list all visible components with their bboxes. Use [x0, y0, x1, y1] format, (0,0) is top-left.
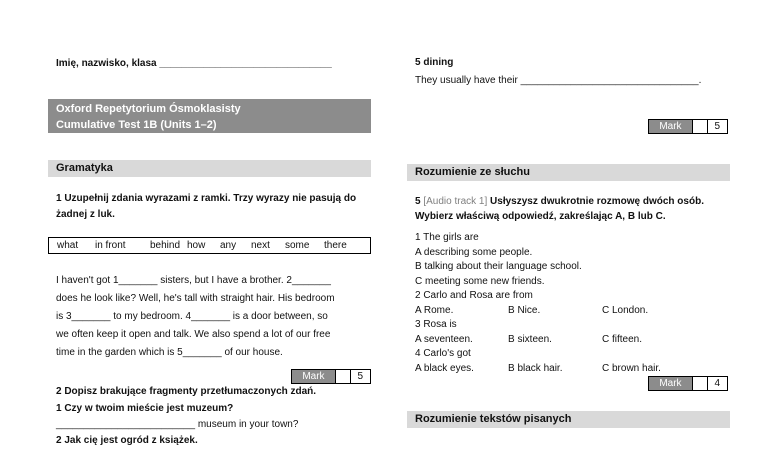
mark-score-field[interactable] [335, 370, 350, 383]
option-1c[interactable]: C meeting some new friends. [415, 275, 545, 287]
question-1: 1 The girls are [415, 232, 479, 243]
task1-instruction-line-2: żadnej z luk. [56, 209, 115, 220]
mark-label: Mark [292, 370, 335, 383]
mark-label: Mark [649, 377, 692, 390]
word-box-item: in front [95, 240, 126, 251]
task2-question-1-text: 1 Czy w twoim mieście jest muzeum? [56, 403, 234, 414]
mark-score-field[interactable] [692, 120, 707, 133]
task2-answer-1[interactable]: _________________________ museum in your town? [56, 419, 299, 430]
word-box-item: any [220, 240, 237, 251]
task2-question-1 [56, 401, 233, 417]
mark-max-points: 5 [707, 120, 727, 133]
listening-mark-box [648, 376, 728, 391]
audio-track-label: [Audio track 1] [423, 196, 488, 207]
test-title-line-1: Oxford Repetytorium Ósmoklasisty [56, 103, 241, 115]
mark-label: Mark [649, 120, 692, 133]
listening-instruction-line-1 [415, 194, 704, 210]
word-box [48, 237, 371, 254]
option-3b[interactable]: B sixteen. [508, 333, 552, 345]
listening-task-number: 5 [415, 196, 421, 207]
listening-instruction-text: Usłyszysz dwukrotnie rozmowę dwóch osób. [490, 196, 704, 207]
question-3: 3 Rosa is [415, 319, 457, 330]
task2-question-2: 2 Jak cię jest ogród z książek. [56, 435, 198, 446]
option-2c[interactable]: C London. [602, 304, 649, 316]
passage-line: I haven't got 1_______ sisters, but I have a brother. 2_______ [56, 275, 331, 286]
word-box-item: there [324, 240, 347, 251]
word-box-item: how [187, 240, 206, 251]
reading-section-heading: Rozumienie tekstów pisanych [407, 411, 730, 428]
listening-instruction-line-2: Wybierz właściwą odpowiedź, zakreślając A, B lub C. [415, 211, 666, 222]
task2-instruction: 2 Dopisz brakujące fragmenty przetłumaczonych zdań. [56, 386, 317, 397]
mark-score-field[interactable] [692, 377, 707, 390]
option-4b[interactable]: B black hair. [508, 362, 563, 374]
passage-line: we often keep it open and talk. We also spend a lot of our free [56, 329, 331, 340]
option-3a[interactable]: A seventeen. [415, 333, 473, 345]
test-title-line-2: Cumulative Test 1B (Units 1–2) [56, 119, 217, 131]
passage-line: is 3_______ to my bedroom. 4_______ is a door between, so [56, 311, 328, 322]
test-title-banner [48, 99, 371, 133]
grammar-section-heading: Gramatyka [48, 160, 371, 177]
item5-label: 5 dining [415, 57, 454, 68]
name-field[interactable]: Imię, nazwisko, klasa _______________________________ [56, 58, 332, 69]
listening-questions [415, 231, 661, 376]
option-2b[interactable]: B Nice. [508, 304, 541, 316]
option-4a[interactable]: A black eyes. [415, 362, 474, 374]
passage-line: time in the garden which is 5_______ of our house. [56, 347, 283, 358]
word-box-item: next [251, 240, 270, 251]
option-1b[interactable]: B talking about their language school. [415, 261, 582, 272]
option-4c[interactable]: C brown hair. [602, 362, 661, 374]
mark-max-points: 5 [350, 370, 370, 383]
option-1a[interactable]: A describing some people. [415, 246, 533, 258]
mark-max-points: 4 [707, 377, 727, 390]
options-row-2 [415, 304, 649, 319]
listening-section-heading: Rozumienie ze słuchu [407, 164, 730, 181]
question-4: 4 Carlo's got [415, 348, 471, 359]
option-2a[interactable]: A Rome. [415, 304, 454, 316]
passage-line: does he look like? Well, he's tall with straight hair. His bedroom [56, 293, 335, 304]
task1-mark-box [291, 369, 371, 384]
cloze-passage [56, 272, 335, 362]
vocab-mark-box [648, 119, 728, 134]
word-box-item: what [57, 240, 79, 251]
word-box-item: behind [150, 240, 181, 251]
option-3c[interactable]: C fifteen. [602, 333, 643, 345]
question-2: 2 Carlo and Rosa are from [415, 290, 533, 301]
task1-instruction-line-1: 1 Uzupełnij zdania wyrazami z ramki. Trzy wyrazy nie pasują do [56, 193, 357, 204]
word-box-item: some [285, 240, 310, 251]
options-row-3 [415, 333, 643, 348]
item5-sentence[interactable]: They usually have their ________________________________. [415, 75, 702, 86]
options-row-4 [415, 362, 661, 377]
